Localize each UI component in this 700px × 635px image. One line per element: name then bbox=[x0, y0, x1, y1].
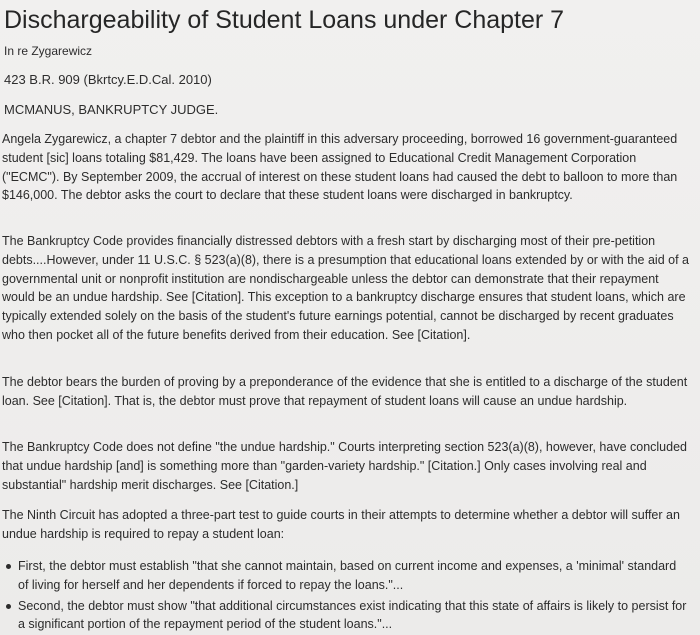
paragraph: The Bankruptcy Code does not define "the undue hardship." Courts interpreting section 523(a)(8), however, have concluded that undue hardship [and] is something more than "garden-variety hardship." [Citation.] Only cases involving real and substantial" hardship merit discharges. See [Citation.] bbox=[2, 440, 687, 492]
case-name: In re Zygarewicz bbox=[4, 44, 93, 58]
list-item-text: Second, the debtor must show "that additional circumstances exist indicating that this state of affairs is likely to persist for a significant portion of the repayment period of the student loans."... bbox=[18, 598, 687, 632]
paragraph: Angela Zygarewicz, a chapter 7 debtor and the plaintiff in this adversary proceeding, borrowed 16 government-guaranteed student [sic] loans totaling $81,429. The loans have been assigned to Educational Credit Management Corporation ("ECMC"). By September 2009, the accrual of interest on these student loans had caused the debt to balloon to more than $146,000. The debtor asks the court to declare that these student loans were discharged in bankruptcy. bbox=[2, 132, 678, 203]
test-criteria-list bbox=[8, 557, 688, 635]
judge-name: MCMANUS, BANKRUPTCY JUDGE. bbox=[4, 102, 219, 117]
paragraph: The debtor bears the burden of proving by a preponderance of the evidence that she is entitled to a discharge of the student loan. See [Citation]. That is, the debtor must prove that repayment of student loans will cause an undue hardship. bbox=[2, 375, 688, 408]
paragraph: The Bankruptcy Code provides financially distressed debtors with a fresh start by discharging most of their pre-petition debts....However, under 11 U.S.C. § 523(a)(8), there is a presumption that educational loans extended by or with the aid of a governmental unit or nonprofit institution are nondischargeable unless the debtor can demonstrate that their repayment would be an undue hardship. See [Citation]. This exception to a bankruptcy discharge ensures that student loans, which are typically extended solely on the basis of the student's future earnings potential, cannot be discharged by recent graduates who then pocket all of the future benefits derived from their education. See [Citation]. bbox=[2, 234, 689, 342]
bullet-icon bbox=[6, 604, 11, 609]
paragraph: The Ninth Circuit has adopted a three-part test to guide courts in their attempts to determine whether a debtor will suffer an undue hardship is required to repay a student loan: bbox=[2, 508, 680, 541]
list-item bbox=[8, 557, 688, 595]
list-item-text: First, the debtor must establish "that she cannot maintain, based on current income and expenses, a 'minimal' standard of living for herself and her dependents if forced to repay the loans."... bbox=[18, 559, 677, 592]
case-citation: 423 B.R. 909 (Bkrtcy.E.D.Cal. 2010) bbox=[4, 72, 212, 87]
bullet-icon bbox=[6, 564, 11, 569]
list-item bbox=[8, 597, 688, 635]
document-title: Dischargeability of Student Loans under Chapter 7 bbox=[4, 6, 565, 34]
